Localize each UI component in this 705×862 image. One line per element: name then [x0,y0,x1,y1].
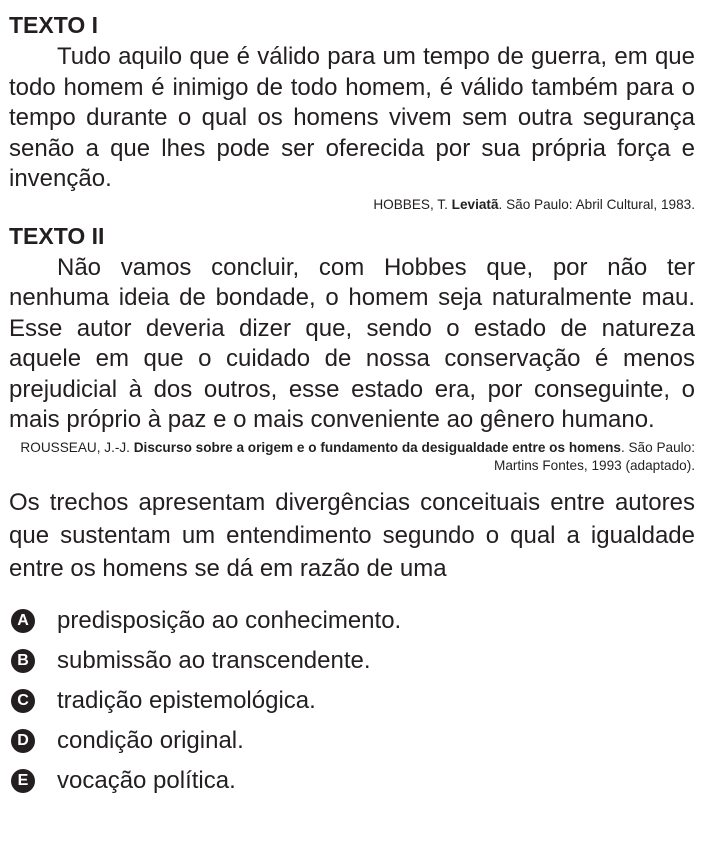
text-2-body: Não vamos concluir, com Hobbes que, por não ter nenhuma ideia de bondade, o homem seja naturalmente mau. Esse autor deveria dizer que, sendo o estado de natureza aquele em que o cuidado de nossa conservação é menos prejudicial à dos outros, esse estado era, por conseguinte, o mais próprio à paz e o mais conveniente ao gênero humano. [9,253,695,433]
text-1-section [9,12,695,214]
option-c[interactable] [9,681,695,721]
option-c-text: tradição epistemológica. [57,686,316,714]
option-d[interactable] [9,721,695,761]
option-e-badge: E [11,769,35,793]
option-e[interactable] [9,761,695,801]
text-1-heading: TEXTO I [9,12,99,38]
option-c-badge: C [11,689,35,713]
text-1-citation [9,196,695,214]
text-1-body: Tudo aquilo que é válido para um tempo de guerra, em que todo homem é inimigo de todo homem, é válido também para o tempo durante o qual os homens vivem sem outra segurança senão a que lhes pode ser oferecida por sua própria força e invenção. [9,43,695,192]
text-2-citation-publisher: . São Paulo: Martins Fontes, 1993 (adaptado). [494,439,695,473]
option-a-badge: A [11,609,35,633]
option-b-badge: B [11,649,35,673]
text-2-citation-title: Discurso sobre a origem e o fundamento da desigualdade entre os homens [133,439,621,455]
text-2-citation-author: ROUSSEAU, J.-J. [20,439,134,455]
option-d-text: condição original. [57,726,244,754]
text-2-section [9,223,695,475]
text-2-citation [9,439,695,475]
text-1-citation-author: HOBBES, T. [373,196,452,212]
option-e-text: vocação política. [57,766,236,794]
text-1-citation-title: Leviatã [451,196,499,212]
text-2-heading: TEXTO II [9,222,105,249]
option-d-badge: D [11,729,35,753]
option-b[interactable] [9,641,695,681]
option-b-text: submissão ao transcendente. [57,646,371,674]
option-a[interactable] [9,601,695,641]
option-a-text: predisposição ao conhecimento. [57,606,402,634]
question-stem: Os trechos apresentam divergências conceituais entre autores que sustentam um entendimento segundo o qual a igualdade entre os homens se dá em razão de uma [9,488,695,582]
answer-options [9,601,695,801]
text-1-citation-publisher: . São Paulo: Abril Cultural, 1983. [498,196,695,212]
